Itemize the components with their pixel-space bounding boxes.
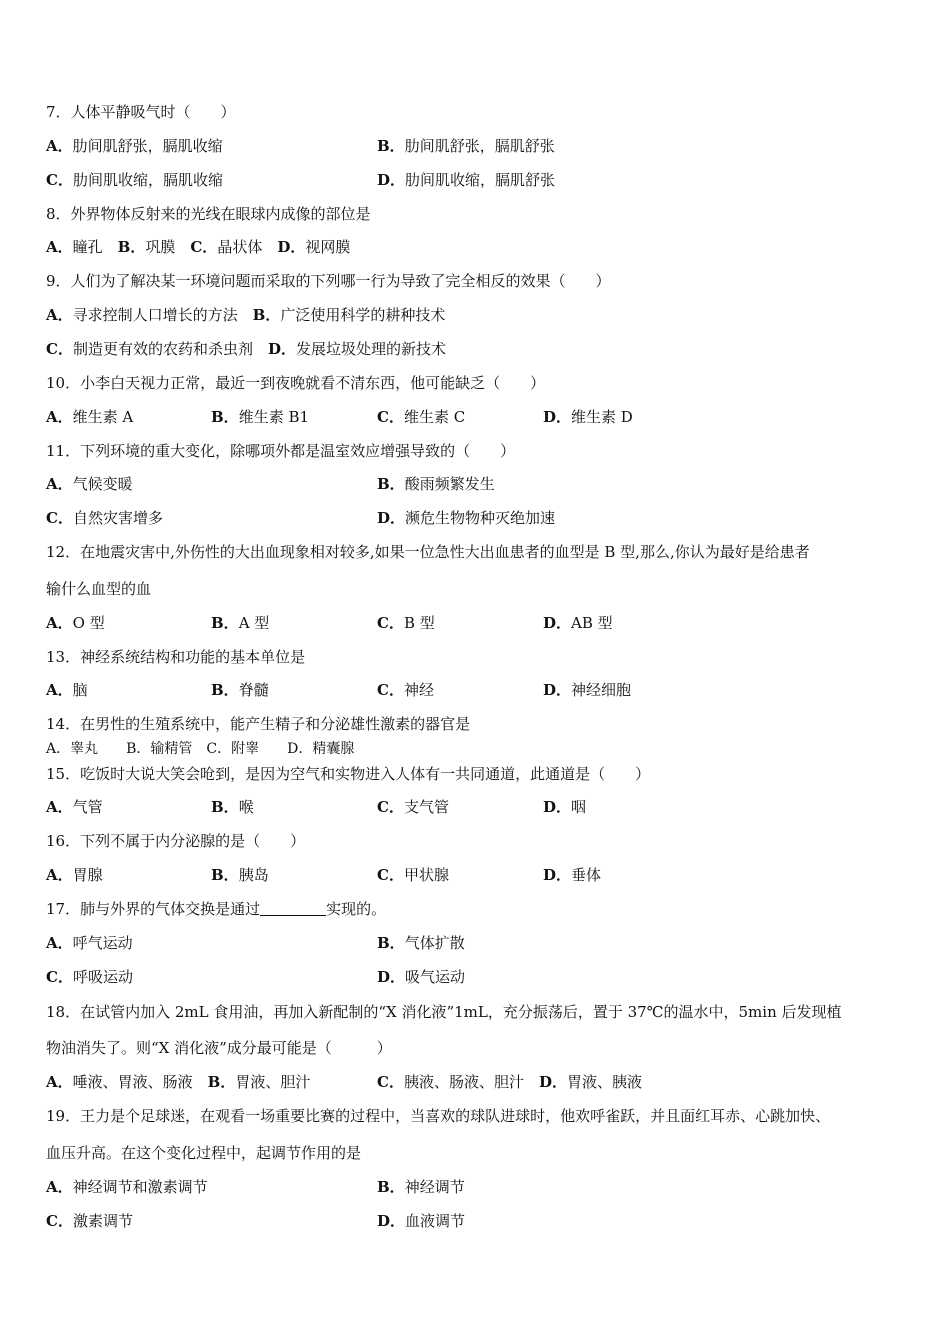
question-9-options-row-1: A．寻求控制人口增长的方法 B．广泛使用科学的耕种技术 bbox=[46, 306, 446, 324]
question-17-options-row-1 bbox=[46, 933, 906, 953]
option-d: D．血液调节 bbox=[377, 1212, 466, 1230]
question-7-options-row-2 bbox=[46, 170, 906, 190]
question-12-stem-cont: 输什么血型的血 bbox=[46, 580, 152, 598]
question-19-options-row-2 bbox=[46, 1211, 906, 1231]
option-c: C．呼吸运动 bbox=[46, 968, 133, 986]
question-11-stem: 11．下列环境的重大变化，除哪项外都是温室效应增强导致的（ ） bbox=[46, 442, 516, 460]
question-12-options bbox=[46, 613, 906, 633]
question-15-options bbox=[46, 797, 906, 817]
question-13-stem: 13．神经系统结构和功能的基本单位是 bbox=[46, 648, 306, 666]
option-a: A．肋间肌舒张，膈肌收缩 bbox=[46, 137, 223, 155]
option-b: B．气体扩散 bbox=[377, 934, 465, 952]
question-14-options: A．睾丸 B．输精管 C．附睾 D．精囊腺 bbox=[46, 741, 355, 757]
question-18-options bbox=[46, 1072, 906, 1092]
question-16-options bbox=[46, 865, 906, 885]
option-d: D．咽 bbox=[543, 798, 587, 816]
option-d: D．吸气运动 bbox=[377, 968, 466, 986]
option-c: C．支气管 bbox=[377, 798, 449, 816]
question-9-stem: 9．人们为了解决某一环境问题而采取的下列哪一行为导致了完全相反的效果（ ） bbox=[46, 272, 611, 290]
option-a: A．神经调节和激素调节 bbox=[46, 1178, 208, 1196]
option-b: B．神经调节 bbox=[377, 1178, 465, 1196]
option-d: D．垂体 bbox=[543, 866, 602, 884]
question-17-stem: 17．肺与外界的气体交换是通过 实现的。 bbox=[46, 900, 387, 918]
option-c: C．神经 bbox=[377, 681, 434, 699]
question-16-stem: 16．下列不属于内分泌腺的是（ ） bbox=[46, 832, 306, 850]
question-9-options-row-2: C．制造更有效的农药和杀虫剂 D．发展垃圾处理的新技术 bbox=[46, 340, 446, 358]
option-a: A．呼气运动 bbox=[46, 934, 133, 952]
answer-blank bbox=[260, 900, 326, 916]
option-d: D．神经细胞 bbox=[543, 681, 632, 699]
option-a: A．脑 bbox=[46, 681, 88, 699]
option-b: B．喉 bbox=[211, 798, 254, 816]
option-d: D．濒危生物物种灭绝加速 bbox=[377, 509, 556, 527]
question-17-options-row-2 bbox=[46, 967, 906, 987]
option-d: D．肋间肌收缩，膈肌舒张 bbox=[377, 171, 556, 189]
question-15-stem: 15．吃饭时大说大笑会呛到，是因为空气和实物进入人体有一共同通道，此通道是（ ） bbox=[46, 765, 651, 783]
option-a: A．胃腺 bbox=[46, 866, 103, 884]
question-12-stem: 12．在地震灾害中,外伤性的大出血现象相对较多,如果一位急性大出血患者的血型是 B 型,那么,你认为最好是给患者 bbox=[46, 543, 810, 561]
option-c: C．甲状腺 bbox=[377, 866, 449, 884]
option-b: B．胰岛 bbox=[211, 866, 269, 884]
option-d: D．维生素 D bbox=[543, 408, 633, 426]
option-a-b: A．唾液、胃液、肠液 B．胃液、胆汁 bbox=[46, 1073, 311, 1091]
question-18-stem-cont: 物油消失了。则“X 消化液”成分最可能是（ ） bbox=[46, 1039, 392, 1057]
option-b: B．脊髓 bbox=[211, 681, 269, 699]
option-a: A．维生素 A bbox=[46, 408, 134, 426]
question-7-options-row-1 bbox=[46, 136, 906, 156]
option-b: B．酸雨频繁发生 bbox=[377, 475, 495, 493]
option-c: C．激素调节 bbox=[46, 1212, 133, 1230]
option-c-d: C．胰液、肠液、胆汁 D．胃液、胰液 bbox=[377, 1073, 642, 1091]
question-11-options-row-1 bbox=[46, 474, 906, 494]
question-19-stem: 19．王力是个足球迷，在观看一场重要比赛的过程中，当喜欢的球队进球时，他欢呼雀跃，并且面红耳赤、心跳加快、 bbox=[46, 1107, 831, 1125]
option-c: C．肋间肌收缩，膈肌收缩 bbox=[46, 171, 223, 189]
option-a: A．气管 bbox=[46, 798, 103, 816]
option-c: C．自然灾害增多 bbox=[46, 509, 163, 527]
option-c: C．维生素 C bbox=[377, 408, 466, 426]
option-b: B．维生素 B1 bbox=[211, 408, 310, 426]
option-b: B．A 型 bbox=[211, 614, 270, 632]
question-14-stem: 14．在男性的生殖系统中，能产生精子和分泌雄性激素的器官是 bbox=[46, 715, 471, 733]
question-8-options: A．瞳孔 B．巩膜 C．晶状体 D．视网膜 bbox=[46, 238, 351, 256]
question-18-stem: 18．在试管内加入 2mL 食用油，再加入新配制的“X 消化液”1mL，充分振荡后，置于 37℃的温水中，5min 后发现植 bbox=[46, 1003, 842, 1021]
question-10-stem: 10．小李白天视力正常，最近一到夜晚就看不清东西，他可能缺乏（ ） bbox=[46, 374, 546, 392]
option-a: A．气候变暖 bbox=[46, 475, 133, 493]
question-10-options bbox=[46, 407, 906, 427]
question-8-stem: 8．外界物体反射来的光线在眼球内成像的部位是 bbox=[46, 205, 371, 223]
question-13-options bbox=[46, 680, 906, 700]
option-d: D．AB 型 bbox=[543, 614, 613, 632]
question-7-stem: 7．人体平静吸气时（ ） bbox=[46, 103, 236, 121]
option-c: C．B 型 bbox=[377, 614, 435, 632]
option-a: A．O 型 bbox=[46, 614, 105, 632]
option-b: B．肋间肌舒张，膈肌舒张 bbox=[377, 137, 555, 155]
question-11-options-row-2 bbox=[46, 508, 906, 528]
question-19-stem-cont: 血压升高。在这个变化过程中，起调节作用的是 bbox=[46, 1144, 362, 1162]
question-19-options-row-1 bbox=[46, 1177, 906, 1197]
